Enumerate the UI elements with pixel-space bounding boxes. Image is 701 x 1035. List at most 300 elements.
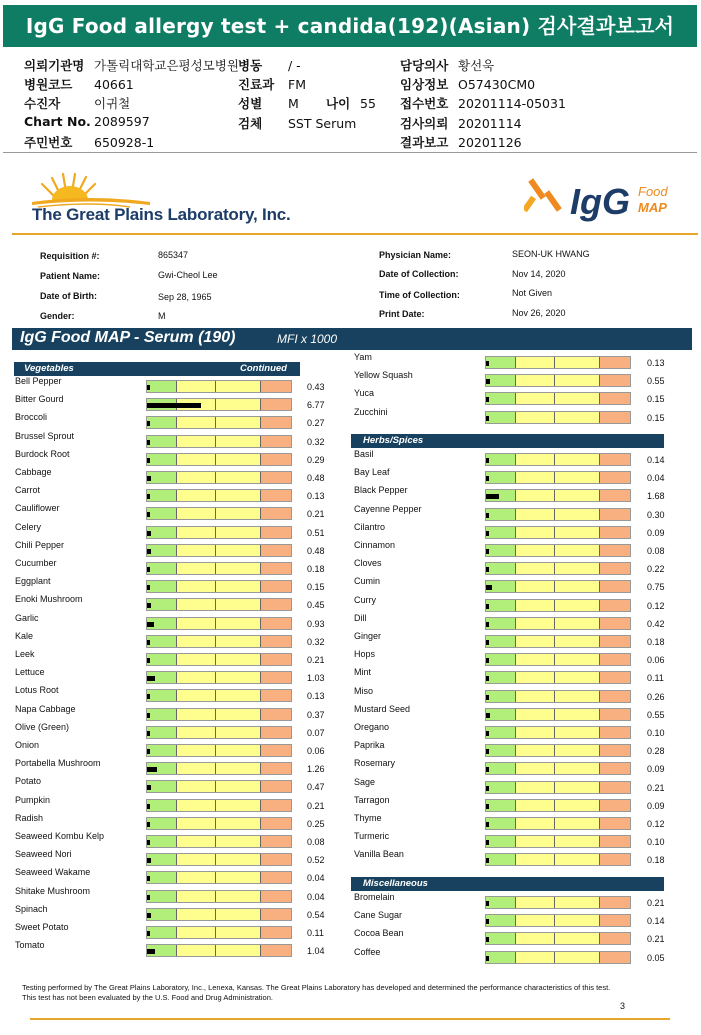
- category-miscellaneous: [351, 877, 664, 891]
- result-bar: [146, 635, 292, 648]
- result-bar: [146, 507, 292, 520]
- food-name: Kale: [15, 630, 34, 641]
- result-fill: [486, 494, 499, 499]
- result-row-brussel-sprout: [15, 430, 347, 449]
- result-fill: [486, 901, 489, 906]
- result-value: 0.10: [647, 837, 665, 848]
- result-bar: [146, 380, 292, 393]
- result-value: 0.06: [647, 655, 665, 666]
- food-name: Black Pepper: [354, 485, 408, 496]
- result-bar: [146, 398, 292, 411]
- result-value: 0.12: [647, 600, 665, 611]
- result-row-enoki-mushroom: [15, 594, 347, 612]
- test-request-date-label: 검사의뢰: [400, 116, 449, 131]
- result-bar: [485, 617, 631, 630]
- page-number: 3: [620, 1001, 626, 1011]
- ward-label: 병동: [238, 58, 263, 73]
- dob-value: Sep 28, 1965: [158, 292, 212, 302]
- result-bar: [146, 744, 292, 757]
- test-request-date-value: 20201114: [458, 116, 522, 131]
- result-bar: [485, 781, 631, 794]
- result-fill: [486, 956, 489, 961]
- food-name: Zucchini: [354, 406, 388, 417]
- result-value: 0.07: [307, 727, 325, 738]
- food-name: Brussel Sprout: [15, 430, 75, 441]
- patient-korean-name: [24, 94, 130, 112]
- result-report-date: [400, 133, 522, 151]
- result-bar: [485, 453, 631, 466]
- result-value: 0.48: [307, 545, 325, 556]
- section-title: IgG Food MAP - Serum (190): [20, 329, 236, 346]
- result-row-shitake-mushroom: [15, 885, 347, 904]
- result-value: 1.26: [307, 764, 325, 775]
- result-row-ginger: [354, 631, 687, 649]
- result-row-yellow-squash: [354, 370, 687, 388]
- result-bar: [146, 890, 292, 903]
- result-bar: [146, 908, 292, 921]
- food-name: Pumpkin: [15, 794, 51, 805]
- report-title: IgG Food allergy test + candida(192)(Asian) 검사결과보고서: [3, 5, 697, 47]
- logo-divider: [12, 233, 698, 235]
- result-value: 0.21: [307, 655, 325, 665]
- result-row-cabbage: [15, 467, 347, 485]
- result-row-cocoa-bean: [354, 928, 687, 946]
- food-name: Broccoli: [15, 412, 48, 423]
- receipt-number-value: 20201114-05031: [458, 96, 566, 111]
- patient-korean-name-label: 수진자: [24, 96, 61, 111]
- sex-label: 성별: [238, 96, 263, 111]
- result-bar: [485, 599, 631, 612]
- result-bar: [485, 932, 631, 945]
- attending-physician: [400, 56, 494, 74]
- gender-label: Gender:: [40, 311, 75, 321]
- result-row-portabella-mushroom: [15, 758, 347, 776]
- result-value: 1.68: [647, 491, 665, 502]
- dob-label: Date of Birth:: [40, 291, 97, 301]
- result-bar: [146, 526, 292, 539]
- result-report-date-label: 결과보고: [400, 135, 449, 150]
- food-name: Tomato: [15, 940, 45, 951]
- result-fill: [486, 767, 489, 772]
- food-name: Basil: [354, 449, 374, 459]
- result-fill: [147, 549, 151, 554]
- result-value: 0.08: [647, 546, 665, 556]
- result-row-kale: [15, 630, 347, 649]
- igg-food-map-logo-icon: [524, 170, 684, 230]
- result-bar: [485, 835, 631, 848]
- result-report-date-value: 20201126: [458, 135, 522, 150]
- result-fill: [486, 840, 489, 845]
- result-fill: [147, 585, 150, 590]
- result-fill: [486, 458, 489, 463]
- result-value: 0.04: [647, 473, 665, 484]
- hospital-code: [24, 75, 134, 93]
- result-bar: [146, 871, 292, 884]
- result-fill: [147, 767, 157, 772]
- result-row-seaweed-kombu-kelp: [15, 831, 347, 849]
- food-name: Olive (Green): [15, 721, 70, 732]
- result-value: 0.54: [307, 909, 325, 920]
- result-value: 0.21: [647, 934, 665, 945]
- food-name: Mustard Seed: [354, 703, 411, 714]
- food-name: Cloves: [354, 558, 382, 569]
- result-bar: [485, 635, 631, 648]
- result-fill: [147, 949, 155, 954]
- result-fill: [147, 567, 150, 572]
- result-value: 0.32: [307, 436, 325, 447]
- result-fill: [486, 513, 489, 518]
- result-row-zucchini: [354, 406, 687, 425]
- food-name: Yellow Squash: [354, 370, 413, 381]
- result-value: 0.26: [647, 691, 665, 702]
- food-name: Radish: [15, 812, 44, 823]
- result-fill: [147, 458, 150, 463]
- attending-physician-value: 황선욱: [458, 58, 495, 73]
- food-name: Cilantro: [354, 521, 386, 532]
- result-row-leek: [15, 649, 347, 667]
- result-fill: [147, 603, 151, 608]
- chart-number-value: 2089597: [94, 114, 150, 129]
- result-row-miso: [354, 685, 687, 704]
- result-bar: [485, 799, 631, 812]
- food-name: Napa Cabbage: [15, 703, 76, 714]
- food-name: Mint: [354, 667, 372, 678]
- result-row-coffee: [354, 946, 687, 965]
- food-name: Miso: [354, 685, 374, 696]
- clinical-info-label: 임상정보: [400, 77, 449, 92]
- result-fill: [486, 937, 489, 942]
- result-fill: [486, 640, 489, 645]
- result-bar: [146, 653, 292, 666]
- result-fill: [486, 476, 489, 481]
- result-row-napa-cabbage: [15, 703, 347, 722]
- food-name: Bell Pepper: [15, 376, 62, 386]
- food-name: Leek: [15, 649, 35, 659]
- result-row-vanilla-bean: [354, 849, 687, 867]
- result-value: 0.43: [307, 382, 325, 392]
- result-bar: [146, 416, 292, 429]
- result-bar: [485, 471, 631, 484]
- result-fill: [147, 385, 150, 390]
- result-fill: [147, 876, 150, 881]
- result-bar: [146, 435, 292, 448]
- result-value: 0.21: [647, 898, 665, 908]
- requisition-value: 865347: [158, 250, 189, 260]
- result-bar: [146, 853, 292, 866]
- result-value: 0.08: [307, 837, 325, 847]
- result-value: 0.14: [647, 455, 665, 465]
- result-bar: [146, 671, 292, 684]
- referring-institution-label: 의뢰기관명: [24, 58, 85, 73]
- result-bar: [485, 671, 631, 684]
- result-row-cane-sugar: [354, 910, 687, 928]
- clinical-info-value: O57430CM0: [458, 77, 536, 92]
- section-units: MFI x 1000: [277, 332, 338, 346]
- food-name: Seaweed Nori: [15, 849, 72, 860]
- result-fill: [486, 713, 490, 718]
- ward: [238, 56, 301, 74]
- result-row-cinnamon: [354, 540, 687, 558]
- result-value: 0.18: [647, 855, 665, 866]
- result-value: 0.21: [307, 509, 325, 520]
- result-value: 0.06: [307, 746, 325, 756]
- food-name: Carrot: [15, 485, 41, 496]
- category-label: Vegetables: [24, 363, 74, 374]
- result-fill: [486, 919, 489, 924]
- department-label: 진료과: [238, 77, 275, 92]
- result-row-sage: [354, 776, 687, 795]
- result-row-cumin: [354, 576, 687, 594]
- food-name: Cane Sugar: [354, 910, 403, 921]
- result-value: 1.04: [307, 946, 325, 957]
- result-row-carrot: [15, 485, 347, 503]
- result-value: 0.22: [647, 564, 665, 575]
- print-date-label: Print Date:: [379, 309, 425, 319]
- receipt-number: [400, 94, 566, 112]
- result-value: 0.28: [647, 746, 665, 757]
- department: [238, 75, 306, 93]
- result-row-chili-pepper: [15, 539, 347, 558]
- result-row-mustard-seed: [354, 703, 687, 722]
- result-fill: [147, 676, 155, 681]
- age: [326, 94, 376, 112]
- food-name: Portabella Mushroom: [15, 758, 101, 769]
- result-row-yam: [354, 352, 687, 370]
- result-fill: [486, 622, 489, 627]
- result-fill: [486, 567, 489, 572]
- result-row-yuca: [354, 388, 687, 406]
- patient-name-value: Gwi-Cheol Lee: [158, 270, 218, 280]
- food-name: Cocoa Bean: [354, 928, 404, 939]
- result-bar: [146, 471, 292, 484]
- food-name: Vanilla Bean: [354, 849, 404, 860]
- result-row-hops: [354, 649, 687, 667]
- food-name: Cinnamon: [354, 540, 396, 550]
- result-bar: [146, 926, 292, 939]
- result-row-black-pepper: [354, 485, 687, 503]
- attending-physician-label: 담당의사: [400, 58, 449, 73]
- result-row-onion: [15, 740, 347, 758]
- result-value: 0.14: [647, 916, 665, 927]
- result-row-cauliflower: [15, 503, 347, 521]
- food-name: Cumin: [354, 576, 381, 587]
- result-fill: [147, 931, 150, 936]
- section-banner: [12, 328, 692, 350]
- gender-value: M: [158, 311, 166, 321]
- age-label: 나이: [326, 96, 351, 111]
- result-value: 0.45: [307, 600, 325, 611]
- category-vegetables: [14, 362, 300, 376]
- result-fill: [147, 822, 150, 827]
- result-row-turmeric: [354, 831, 687, 849]
- food-name: Oregano: [354, 722, 390, 732]
- result-bar: [146, 489, 292, 502]
- food-name: Onion: [15, 740, 40, 750]
- result-row-rosemary: [354, 758, 687, 776]
- result-value: 0.42: [647, 618, 665, 629]
- result-fill: [147, 858, 151, 863]
- chart-number-label: Chart No.: [24, 114, 91, 129]
- result-value: 0.09: [647, 764, 665, 775]
- result-value: 0.21: [647, 782, 665, 793]
- result-value: 0.48: [307, 473, 325, 483]
- result-value: 0.51: [307, 527, 325, 538]
- food-name: Yuca: [354, 388, 375, 399]
- result-fill: [147, 694, 150, 699]
- requisition-label: Requisition #:: [40, 251, 100, 261]
- sex-value: M: [288, 96, 299, 111]
- result-row-bay-leaf: [354, 467, 687, 485]
- result-fill: [486, 731, 489, 736]
- continued-label: Continued: [240, 363, 287, 374]
- result-bar: [485, 726, 631, 739]
- result-fill: [147, 785, 151, 790]
- result-fill: [486, 822, 489, 827]
- result-row-cloves: [354, 558, 687, 576]
- footer-divider: [30, 1018, 670, 1020]
- food-name: Hops: [354, 649, 376, 660]
- result-value: 0.04: [307, 873, 325, 884]
- food-name: Chili Pepper: [15, 539, 65, 550]
- result-fill: [147, 531, 151, 536]
- food-name: Garlic: [15, 612, 39, 623]
- result-bar: [146, 617, 292, 630]
- specimen: [238, 114, 356, 132]
- result-value: 0.09: [647, 800, 665, 811]
- result-row-tomato: [15, 940, 347, 958]
- food-name: Sage: [354, 776, 376, 787]
- result-row-eggplant: [15, 576, 347, 594]
- result-value: 0.55: [647, 709, 665, 720]
- result-bar: [485, 896, 631, 909]
- resident-number: [24, 133, 154, 151]
- result-value: 0.09: [647, 527, 665, 538]
- hospital-code-value: 40661: [94, 77, 134, 92]
- food-name: Yam: [354, 352, 372, 362]
- result-value: 0.21: [307, 800, 325, 811]
- result-row-celery: [15, 521, 347, 540]
- result-bar: [485, 914, 631, 927]
- result-bar: [485, 508, 631, 521]
- result-bar: [485, 653, 631, 666]
- collection-date-label: Date of Collection:: [379, 269, 459, 279]
- food-name: Cayenne Pepper: [354, 503, 422, 514]
- food-name: Rosemary: [354, 758, 396, 769]
- food-name: Lotus Root: [15, 685, 59, 696]
- result-row-spinach: [15, 903, 347, 922]
- physician-label: Physician Name:: [379, 250, 452, 260]
- collection-date-value: Nov 14, 2020: [512, 269, 566, 279]
- result-bar: [146, 835, 292, 848]
- food-name: Burdock Root: [15, 448, 70, 459]
- result-row-paprika: [354, 740, 687, 758]
- result-bar: [485, 762, 631, 775]
- food-name: Paprika: [354, 740, 385, 751]
- result-fill: [147, 440, 150, 445]
- result-value: 0.47: [307, 782, 325, 793]
- result-value: 0.04: [307, 891, 325, 902]
- result-fill: [147, 494, 150, 499]
- food-name: Eggplant: [15, 576, 51, 587]
- ward-value: / -: [288, 58, 301, 73]
- result-bar: [485, 411, 631, 424]
- food-name: Bitter Gourd: [15, 394, 64, 405]
- result-bar: [146, 944, 292, 957]
- specimen-label: 검체: [238, 116, 263, 131]
- result-fill: [486, 676, 489, 681]
- result-value: 0.30: [647, 509, 665, 520]
- result-bar: [485, 526, 631, 539]
- result-value: 0.25: [307, 818, 325, 829]
- result-fill: [486, 786, 489, 791]
- result-row-oregano: [354, 722, 687, 740]
- food-name: Seaweed Wakame: [15, 867, 91, 878]
- category-herbs-spices: [351, 434, 664, 448]
- patient-name-label: Patient Name:: [40, 271, 101, 281]
- result-bar: [146, 580, 292, 593]
- result-fill: [147, 713, 150, 718]
- result-fill: [486, 416, 489, 421]
- result-bar: [146, 544, 292, 557]
- result-bar: [146, 598, 292, 611]
- result-value: 0.18: [307, 564, 325, 574]
- food-name: Cabbage: [15, 467, 52, 477]
- result-value: 0.52: [307, 855, 325, 866]
- food-name: Turmeric: [354, 831, 390, 842]
- result-value: 0.18: [647, 637, 665, 647]
- food-name: Cauliflower: [15, 503, 60, 514]
- food-name: Bromelain: [354, 892, 395, 902]
- result-row-lettuce: [15, 667, 347, 685]
- result-row-broccoli: [15, 412, 347, 430]
- print-date-value: Nov 26, 2020: [512, 308, 566, 318]
- food-name: Tarragon: [354, 794, 390, 805]
- result-bar: [485, 853, 631, 866]
- referring-institution-value: 가톨릭대학교은평성모병원: [94, 58, 239, 73]
- result-row-bell-pepper: [15, 376, 347, 394]
- result-row-radish: [15, 812, 347, 831]
- food-name: Spinach: [15, 903, 48, 914]
- result-row-tarragon: [354, 794, 687, 813]
- result-value: 0.27: [307, 418, 325, 429]
- result-bar: [485, 744, 631, 757]
- age-value: 55: [360, 96, 376, 111]
- result-fill: [147, 403, 201, 408]
- result-fill: [147, 658, 150, 663]
- footnote: Testing performed by The Great Plains Laboratory, Inc., Lenexa, Kansas. The Great Plains Laboratory has developed and determined the performance characteristics of this test. This test has not been evaluated by the U.S. Food and Drug Administration.: [22, 983, 611, 1002]
- result-value: 0.75: [647, 582, 665, 593]
- clinical-info: [400, 75, 535, 93]
- result-fill: [147, 804, 150, 809]
- result-value: 0.11: [307, 928, 324, 938]
- result-bar: [485, 580, 631, 593]
- food-name: Dill: [354, 612, 367, 623]
- result-fill: [147, 731, 150, 736]
- result-row-cayenne-pepper: [354, 503, 687, 522]
- result-value: 0.15: [307, 582, 325, 593]
- result-value: 0.15: [647, 394, 665, 405]
- food-name: Sweet Potato: [15, 922, 69, 932]
- info-divider: [3, 152, 697, 153]
- result-fill: [147, 895, 150, 900]
- collection-time-label: Time of Collection:: [379, 290, 460, 300]
- logo-map-text: MAP: [638, 200, 667, 215]
- test-request-date: [400, 114, 522, 132]
- result-value: 0.13: [307, 491, 325, 502]
- result-fill: [486, 361, 489, 366]
- food-name: Ginger: [354, 631, 382, 641]
- result-value: 0.13: [647, 358, 665, 368]
